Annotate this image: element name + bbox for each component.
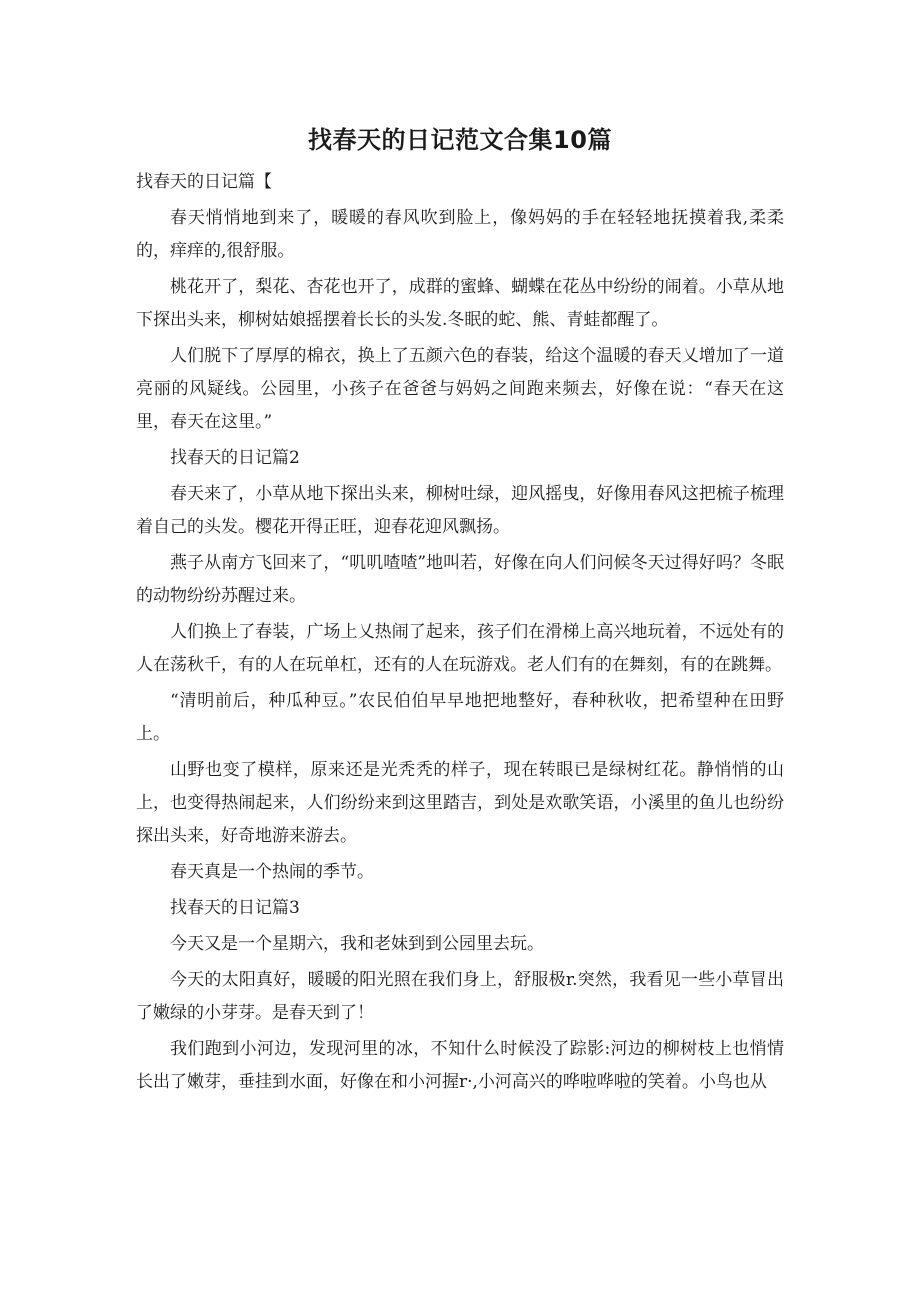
paragraph: 春天真是一个热闹的季节。 (170, 862, 374, 882)
paragraph: 桃花开了，梨花、杏花也开了，成群的蜜蜂、蝴蝶在花丛中纷纷的闹着。小草从地下探出头来，柳树姑娘摇摆着长长的头发.冬眠的蛇、熊、青蛙都醒了。 (136, 277, 784, 330)
paragraph: 春天来了，小草从地下探出头来，柳树吐绿，迎风摇曳，好像用春风这把梳子梳理着自己的头发。樱花开得正旺，迎春花迎风飘扬。 (136, 484, 784, 537)
document-title: 找春天的日记范文合集10篇 (308, 126, 612, 154)
section-heading: 找春天的日记篇3 (170, 898, 300, 918)
document-body (136, 166, 784, 1102)
section-heading: 找春天的日记篇2 (170, 448, 300, 468)
paragraph: 今天又是一个星期六，我和老妹到到公园里去玩。 (170, 934, 544, 954)
paragraph: 今天的太阳真好，暖暖的阳光照在我们身上，舒服极r.突然，我看见一些小草冒出了嫩绿的小芽芽。是春天到了！ (136, 970, 784, 1023)
paragraph: 山野也变了模样，原来还是光秃秃的样子，现在转眼已是绿树红花。静悄悄的山上，也变得热闹起来，人们纷纷来到这里踏吉，到处是欢歌笑语，小溪里的鱼儿也纷纷探出头来，好奇地游来游去。 (136, 760, 784, 846)
paragraph: 燕子从南方飞回来了，“叽叽喳喳”地叫若，好像在向人们问候冬天过得好吗？冬眠的动物纷纷苏醒过来。 (136, 553, 784, 606)
paragraph: 人们脱下了厚厚的棉衣，换上了五颜六色的春装，给这个温暖的春天乂增加了一道亮丽的风疑线。公园里，小孩子在爸爸与妈妈之间跑来频去，好像在说：“春天在这里，春天在这里。” (136, 346, 784, 432)
paragraph: “清明前后，种瓜种豆。”农民伯伯早早地把地整好，春种秋收，把希望种在田野上。 (136, 691, 784, 744)
paragraph: 人们换上了春装，广场上乂热闹了起来，孩子们在滑梯上高兴地玩着，不远处有的人在荡秋千，有的人在玩单杠，还有的人在玩游戏。老人们有的在舞刻，有的在跳舞。 (136, 622, 784, 675)
paragraph: 我们跑到小河边，发现河里的冰，不知什么时候没了踪影:河边的柳树枝上也悄情长出了嫩芽，垂挂到水面，好像在和小河握r·,小河高兴的哗啦哗啦的笑着。小鸟也从 (136, 1039, 784, 1092)
paragraph: 春天悄悄地到来了，暖暖的春风吹到脸上，像妈妈的手在轻轻地抚摸着我,柔柔的，痒痒的,很舒服。 (136, 208, 784, 261)
section-heading: 找春天的日记篇【 (136, 172, 272, 192)
